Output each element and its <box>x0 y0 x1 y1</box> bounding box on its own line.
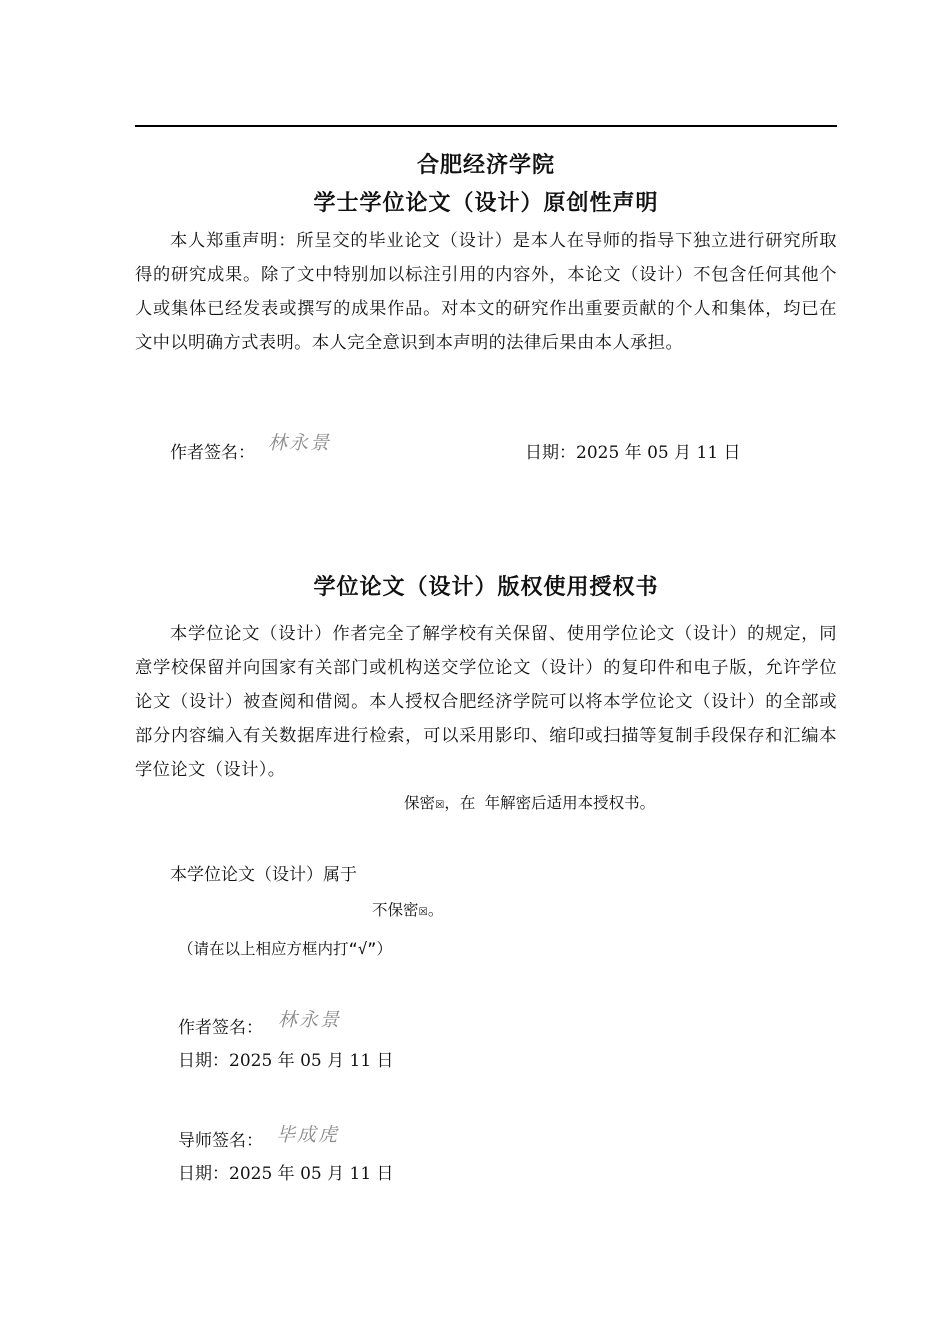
declaration-date: 日期：2025 年 05 月 11 日 <box>525 443 741 463</box>
belongs-label: 本学位论文（设计）属于 <box>170 865 357 885</box>
nonsecret-option: 不保密☒。 <box>372 901 444 919</box>
checkmark-instruction: （请在以上相应方框内打“√”） <box>178 940 392 958</box>
author-signature-2: 林永景 <box>278 1009 342 1031</box>
advisor-signature: 毕成虎 <box>276 1124 340 1146</box>
declaration-title: 学士学位论文（设计）原创性声明 <box>313 191 659 216</box>
authorization-body: 本学位论文（设计）作者完全了解学校有关保留、使用学位论文（设计）的规定，同意学校保留并向国家有关部门或机构送交学位论文（设计）的复印件和电子版，允许学位论文（设计）被查阅和借阅。本人授权合肥经济学院可以将本学位论文（设计）的全部或部分内容编入有关数据库进行检索，可以采用影印、缩印或扫描等复制手段保存和汇编本学位论文（设计）。 <box>135 624 837 780</box>
author-signature-label-2: 作者签名： <box>178 1018 263 1038</box>
author-signature-label: 作者签名： <box>170 443 255 463</box>
advisor-signature-label: 导师签名： <box>178 1131 263 1151</box>
declaration-body: 本人郑重声明：所呈交的毕业论文（设计）是本人在导师的指导下独立进行研究所取得的研究成果。除了文中特别加以标注引用的内容外，本论文（设计）不包含任何其他个人或集体已经发表或撰写的成果作品。对本文的研究作出重要贡献的个人和集体，均已在文中以明确方式表明。本人完全意识到本声明的法律后果由本人承担。 <box>135 231 837 353</box>
author-signature: 林永景 <box>268 432 332 454</box>
header-rule <box>135 125 837 127</box>
advisor-date: 日期：2025 年 05 月 11 日 <box>178 1164 394 1184</box>
author-date: 日期：2025 年 05 月 11 日 <box>178 1051 394 1071</box>
authorization-title: 学位论文（设计）版权使用授权书 <box>313 575 659 600</box>
secret-option: 保密☒，在 年解密后适用本授权书。 <box>404 794 656 812</box>
school-name: 合肥经济学院 <box>416 153 555 178</box>
